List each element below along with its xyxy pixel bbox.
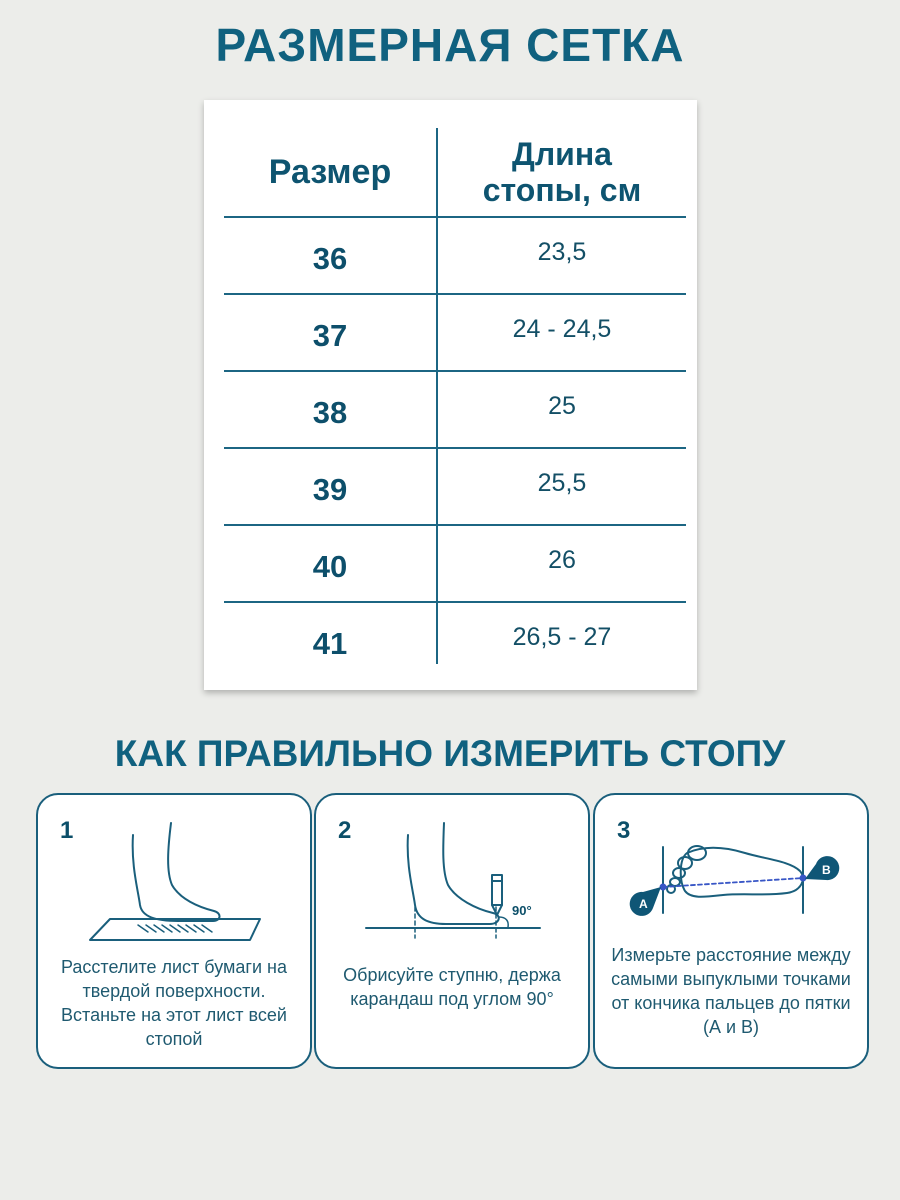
length-value: 23,5 (537, 238, 587, 266)
header-size: Размер (268, 152, 392, 191)
angle-label: 90° (512, 903, 532, 918)
length-value: 25 (548, 392, 576, 420)
step-card-2 (314, 793, 590, 1069)
step-number: 1 (60, 817, 74, 844)
table-row (224, 295, 686, 372)
size-table (224, 128, 686, 678)
length-value: 25,5 (537, 469, 587, 497)
step-text: Обрисуйте ступню, держа карандаш под углом 90° (343, 965, 561, 1009)
step-number: 2 (338, 817, 352, 844)
size-value: 39 (312, 471, 348, 507)
table-row (224, 449, 686, 526)
length-value: 24 - 24,5 (512, 315, 612, 343)
howto-title: КАК ПРАВИЛЬНО ИЗМЕРИТЬ СТОПУ (114, 733, 786, 774)
size-table-card (204, 100, 697, 690)
step-card-3 (593, 793, 869, 1069)
step-card-1 (36, 793, 312, 1069)
foot-outline-pencil-icon (316, 795, 592, 955)
step-text: Измерьте расстояние между самыми выпуклыми точками от кончика пальцев до пятки (А и В) (611, 945, 851, 1037)
size-value: 37 (312, 317, 348, 353)
length-value: 26,5 - 27 (512, 623, 612, 651)
size-value: 36 (312, 240, 348, 276)
step-number: 3 (617, 817, 631, 844)
point-a-label: A (639, 897, 648, 911)
size-value: 40 (312, 548, 348, 584)
point-b-label: B (822, 863, 831, 877)
size-value: 41 (312, 625, 348, 661)
table-row (224, 526, 686, 603)
table-row (224, 372, 686, 449)
foot-measure-icon (595, 795, 871, 955)
length-value: 26 (548, 546, 576, 574)
step-text: Расстелите лист бумаги на твердой поверхности. Встаньте на этот лист всей стопой (61, 957, 287, 1049)
header-length: Длина стопы, см (482, 136, 642, 208)
size-value: 38 (312, 394, 348, 430)
table-row (224, 603, 686, 678)
table-header-row (224, 128, 686, 218)
table-row (224, 218, 686, 295)
foot-on-paper-icon (38, 795, 314, 955)
page-title: РАЗМЕРНАЯ СЕТКА (215, 19, 685, 71)
